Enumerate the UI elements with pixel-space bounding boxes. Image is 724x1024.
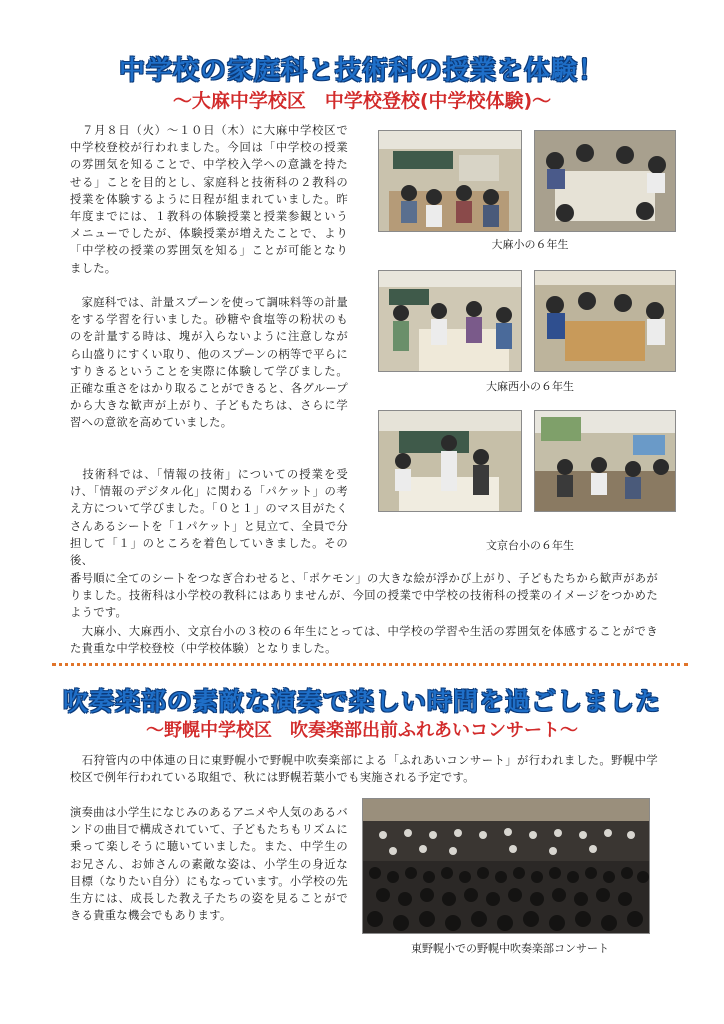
photo-oasa-elementary-group (534, 130, 676, 232)
section1-paragraph-3: 技術科では、「情報の技術」についての授業を受け、「情報のデジタル化」に関わる「パケット」の考え方について学びました。「０と１」のマス目がたくさんあるシートを「１パケット」と見立て、全員で分担して「１」のところを着色していきました。その後、 (70, 468, 348, 568)
section-divider (52, 663, 688, 666)
caption-brass-band-concert: 東野幌小での野幌中吹奏楽部コンサート (411, 942, 609, 955)
caption-oasa-nishi-elementary: 大麻西小の６年生 (486, 380, 574, 393)
section2-subtitle: ～野幌中学校区 吹奏楽部出前ふれあいコンサート～ (146, 720, 578, 741)
section1-subtitle: ～大麻中学校区 中学校登校(中学校体験)～ (172, 90, 552, 112)
photo-brass-band-concert (362, 798, 650, 934)
section2-paragraph-1: 石狩管内の中体連の日に東野幌小で野幌中吹奏楽部による「ふれあいコンサート」が行われました。野幌中学校区で例年行われている取組で、秋には野幌若葉小でも実施される予定です。 (70, 754, 658, 785)
photo-oasa-elementary-classroom (378, 130, 522, 232)
photo-bunkyodai-computer-room (534, 410, 676, 512)
caption-bunkyodai-elementary: 文京台小の６年生 (486, 539, 574, 552)
section1-paragraph-5: 大麻小、大麻西小、文京台小の３校の６年生にとっては、中学校の学習や生活の雰囲気を体感することができた貴重な中学校登校（中学校体験）となりました。 (70, 625, 658, 656)
caption-oasa-elementary: 大麻小の６年生 (491, 238, 569, 251)
section2-paragraph-2: 演奏曲は小学生になじみのあるアニメや人気のあるバンドの曲目で構成されていて、子どもたちもリズムに乗って楽しそうに聴いていました。また、中学生のお兄さん、お姉さんの素敵な姿は、小学生の身近な目標（なりたい自分）にもなっています。小学校の先生方には、成長した教え子たちの姿を見ることができる貴重な機会でもあります。 (70, 806, 348, 923)
section1-paragraph-2: 家庭科では、計量スプーンを使って調味料等の計量をする学習を行いました。砂糖や食塩等の粉状のものを計量する時は、塊が入らないように注意しながら山盛りにすくい取り、他のスプーンの柄等で平らにすりきるということを実際に体験して学びました。正確な重さをはかり取ることができると、各グループから大きな歓声が上がり、子どもたちは、さらに学習への意欲を高めていました。 (70, 296, 348, 430)
section1-paragraph-4: 番号順に全てのシートをつなぎ合わせると、「ポケモン」の大きな絵が浮かび上がり、子どもたちから歓声があがりました。技術科は小学校の教科にはありませんが、今回の授業で中学校の技術科の授業のイメージをつかめたようです。 (70, 572, 658, 620)
photo-oasa-nishi-classroom (378, 270, 522, 372)
photo-bunkyodai-classroom (378, 410, 522, 512)
photo-oasa-nishi-group (534, 270, 676, 372)
section1-title: 中学校の家庭科と技術科の授業を体験！ (118, 56, 605, 86)
section2-title: 吹奏楽部の素敵な演奏で楽しい時間を過ごしました (62, 687, 661, 716)
section1-paragraph-1: ７月８日（火）～１０日（木）に大麻中学校区で中学校登校が行われました。今回は「中学校の授業の雰囲気を知ることで、中学校入学への意識を持たせる」ことを目的とし、家庭科と技術科の２教科の授業を体験するように日程が組まれていました。昨年度までには、１教科の体験授業と授業参観というメニューでしたが、体験授業が増えたことで、より「中学校の授業の雰囲気を知る」ことが可能となりました。 (70, 124, 348, 275)
